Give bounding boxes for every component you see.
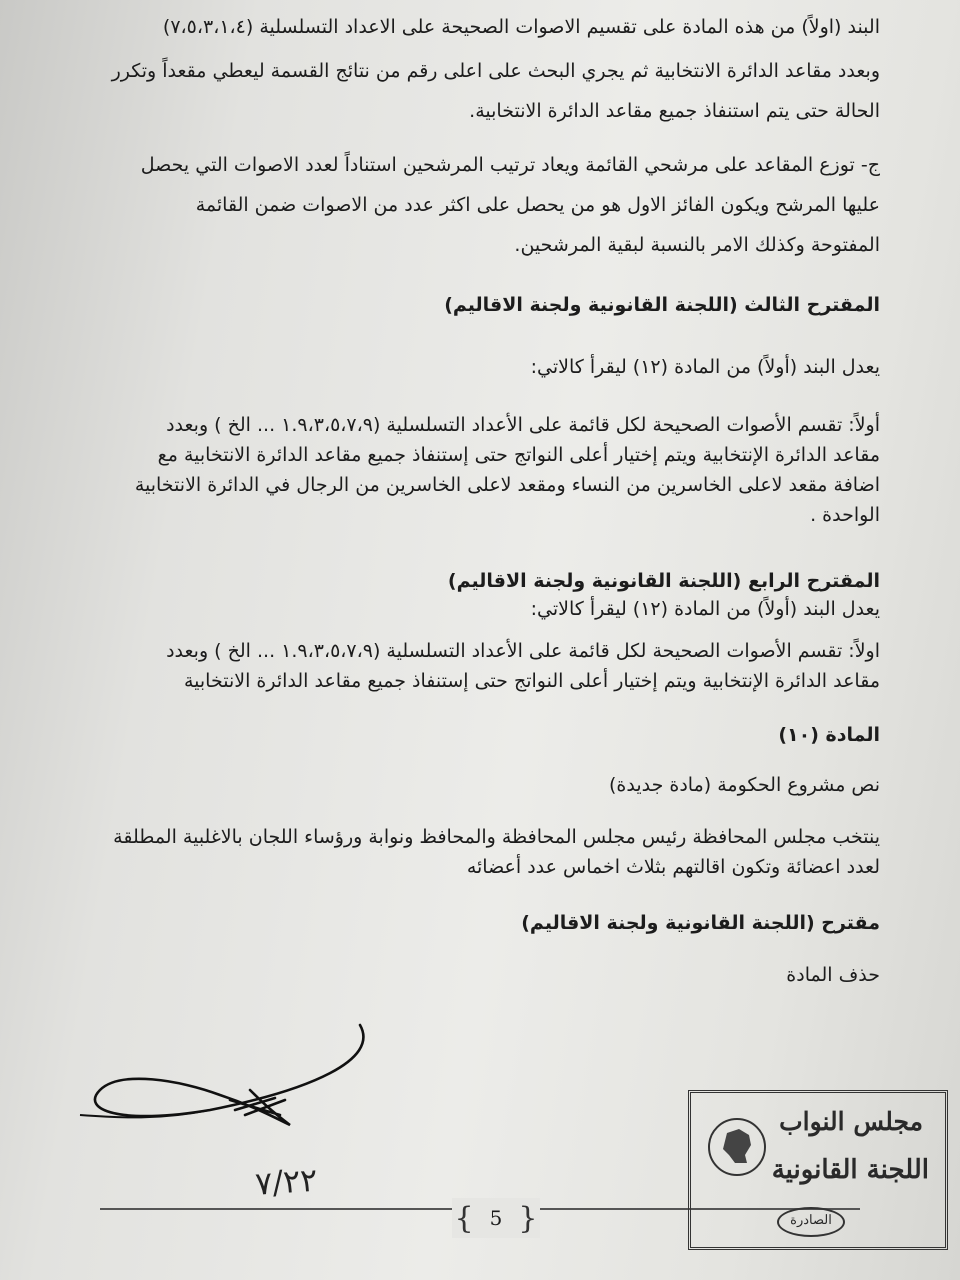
signature [60,1020,400,1130]
bracket-right: } [518,1200,538,1236]
text-line: مقاعد الدائرة الإنتخابية ويتم إختيار أعلى النواتج حتى إستنفاذ جميع مقاعد الدائرة الانتخابية [183,670,880,692]
official-stamp [688,1090,948,1250]
stamp-line-3: الصادرة [777,1207,845,1237]
text-line: الواحدة . [810,504,880,526]
text-line: اولاً: تقسم الأصوات الصحيحة لكل قائمة على الأعداد التسلسلية (١.٩،٣،٥،٧،٩ ... الخ ) وبعدد [166,640,880,662]
stamp-line-1: مجلس النواب [779,1107,923,1136]
text-line: لعدد اعضائة وتكون اقالتهم بثلاث اخماس عدد أعضائه [466,856,880,878]
text-line: ينتخب مجلس المحافظة رئيس مجلس المحافظة والمحافظ ونوابة ورؤساء اللجان بالاغلبية المطلقة [113,826,880,848]
text-line: المفتوحة وكذلك الامر بالنسبة لبقية المرشحين. [514,234,880,256]
page-number-box [452,1198,540,1238]
text-line: مقاعد الدائرة الإنتخابية ويتم إختيار أعلى النواتج حتى إستنفاذ جميع مقاعد الدائرة الانتخابية مع [157,444,880,466]
text-line: حذف المادة [786,964,880,986]
text-line: أولاً: تقسم الأصوات الصحيحة لكل قائمة على الأعداد التسلسلية (١.٩،٣،٥،٧،٩ ... الخ ) وبعدد [166,414,880,436]
handwritten-note: ٧/٢٢ [253,1160,319,1203]
bracket-left: { [454,1200,474,1236]
article-heading: المادة (١٠) [778,724,880,746]
text-line: اضافة مقعد لاعلى الخاسرين من النساء ومقعد لاعلى الخاسرين من الرجال في الدائرة الانتخابية [134,474,880,496]
text-line: نص مشروع الحكومة (مادة جديدة) [609,774,880,796]
text-line: يعدل البند (أولاً) من المادة (١٢) ليقرأ كالاتي: [530,356,880,378]
text-line: وبعدد مقاعد الدائرة الانتخابية ثم يجري البحث على اعلى رقم من نتائج القسمة ليعطي مقعداً وتكرر [111,60,880,82]
stamp-line-2: اللجنة القانونية [771,1155,929,1185]
text-line: ج- توزع المقاعد على مرشحي القائمة ويعاد ترتيب المرشحين استناداً لعدد الاصوات التي يحصل [140,154,880,176]
section-heading: المقترح الثالث (اللجنة القانونية ولجنة الاقاليم) [444,294,880,316]
text-line: عليها المرشح ويكون الفائز الاول هو من يحصل على اكثر عدد من الاصوات ضمن القائمة [195,194,880,216]
page-number: 5 [489,1206,503,1230]
iraq-map-emblem [705,1115,769,1179]
section-heading: مقترح (اللجنة القانونية ولجنة الاقاليم) [521,912,880,934]
text-line: يعدل البند (أولاً) من المادة (١٢) ليقرأ كالاتي: [530,598,880,620]
text-line: البند (اولاً) من هذه المادة على تقسيم الاصوات الصحيحة على الاعداد التسلسلية (٧،٥،٣،١،٤) [162,16,880,38]
section-heading: المقترح الرابع (اللجنة القانونية ولجنة الاقاليم) [447,570,880,592]
text-line: الحالة حتى يتم استنفاذ جميع مقاعد الدائرة الانتخابية. [469,100,880,122]
